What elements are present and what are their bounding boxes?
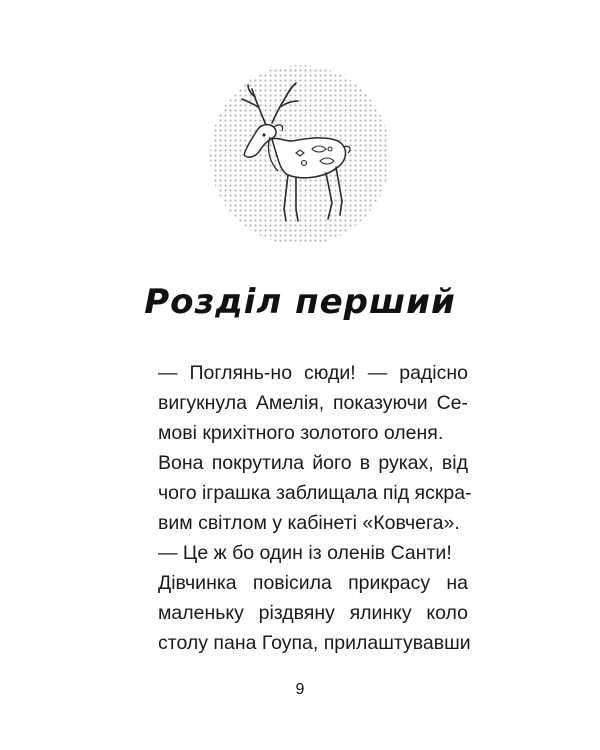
text-line: чого іграшка заблищала під яскра- (158, 482, 472, 504)
text-line: столу пана Гоупа, прилаштувавши (158, 632, 471, 654)
text-line: Дівчинка повісила прикрасу на (158, 572, 468, 594)
text-line: вим світлом у кабінеті «Ковчега». (158, 512, 460, 534)
body-text (158, 358, 472, 658)
text-line: — Це ж бо один із оленів Санти! (158, 542, 452, 564)
text-line: Вона покрутила його в руках, від (158, 452, 468, 474)
reindeer-icon (208, 63, 392, 247)
page-number: 9 (295, 681, 305, 698)
text-line: мові крихітного золотого оленя. (158, 422, 444, 444)
chapter-title: Розділ перший (144, 282, 456, 322)
text-line: вигукнула Амелія, показуючи Се- (158, 392, 468, 414)
chapter-illustration (208, 63, 392, 247)
text-line: — Поглянь-но сюди! — радісно (158, 362, 468, 384)
text-line: маленьку різдвяну ялинку коло (158, 602, 468, 624)
